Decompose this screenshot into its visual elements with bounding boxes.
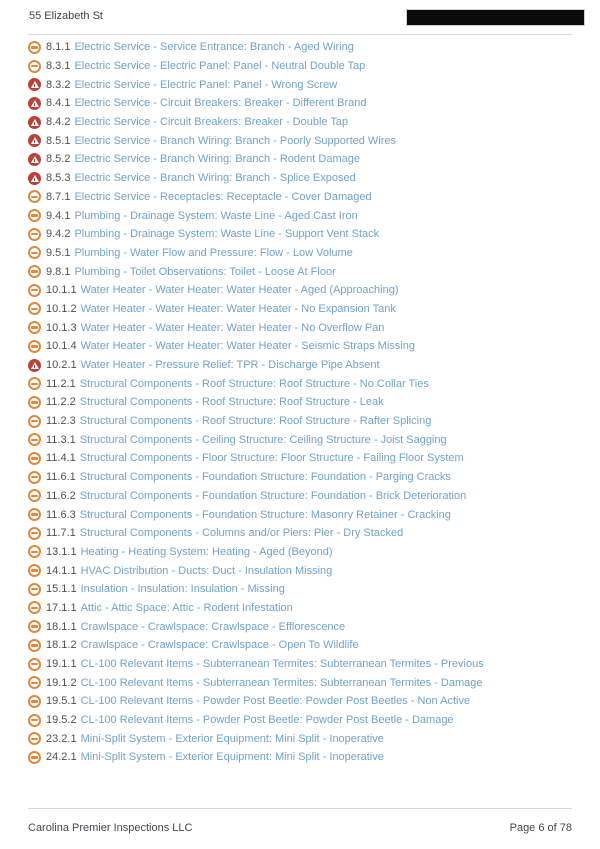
defect-link[interactable]: Structural Components - Foundation Structure: Masonry Retainer - Cracking bbox=[79, 508, 451, 521]
page-header bbox=[0, 0, 600, 34]
minus-circle-icon bbox=[28, 321, 41, 334]
defect-row bbox=[28, 430, 572, 449]
defect-id: 8.3.2 bbox=[46, 78, 71, 91]
defect-row bbox=[28, 673, 572, 692]
defect-row bbox=[28, 505, 572, 524]
minus-circle-icon bbox=[28, 695, 41, 708]
defect-row bbox=[28, 692, 572, 711]
defect-id: 18.1.1 bbox=[46, 620, 77, 633]
defect-id: 19.1.1 bbox=[46, 658, 77, 671]
minus-circle-icon bbox=[28, 284, 41, 297]
defect-link[interactable]: Crawlspace - Crawlspace: Crawlspace - Efflorescence bbox=[80, 620, 346, 633]
defect-row bbox=[28, 449, 572, 468]
minus-circle-icon bbox=[28, 583, 41, 596]
minus-circle-icon bbox=[28, 489, 41, 502]
defect-row bbox=[28, 337, 572, 356]
minus-circle-icon bbox=[28, 471, 41, 484]
property-address: 55 Elizabeth St bbox=[29, 10, 103, 22]
defect-row bbox=[28, 75, 572, 94]
defect-id: 11.2.2 bbox=[46, 396, 76, 409]
defect-row bbox=[28, 617, 572, 636]
minus-circle-icon bbox=[28, 658, 41, 671]
defect-link[interactable]: CL-100 Relevant Items - Subterranean Termites: Subterranean Termites - Damage bbox=[80, 676, 483, 689]
defect-id: 8.5.3 bbox=[46, 172, 71, 185]
defect-id: 8.7.1 bbox=[46, 190, 71, 203]
defect-link[interactable]: Electric Service - Branch Wiring: Branch - Poorly Supported Wires bbox=[74, 134, 397, 147]
defect-row bbox=[28, 113, 572, 132]
defect-link[interactable]: Structural Components - Floor Structure: Floor Structure - Failing Floor System bbox=[79, 452, 464, 465]
minus-circle-icon bbox=[28, 246, 41, 259]
page-number: Page 6 of 78 bbox=[509, 822, 572, 834]
defect-row bbox=[28, 412, 572, 431]
defect-link[interactable]: Plumbing - Drainage System: Waste Line - Support Vent Stack bbox=[74, 228, 380, 241]
minus-circle-icon bbox=[28, 452, 41, 465]
defect-link[interactable]: Structural Components - Foundation Structure: Foundation - Parging Cracks bbox=[79, 471, 451, 484]
defect-row bbox=[28, 468, 572, 487]
alert-triangle-icon bbox=[28, 134, 41, 147]
defect-id: 8.5.2 bbox=[46, 153, 71, 166]
defect-id: 8.3.1 bbox=[46, 60, 71, 73]
page-footer bbox=[0, 808, 600, 849]
defect-id: 11.2.1 bbox=[46, 377, 76, 390]
minus-circle-icon bbox=[28, 190, 41, 203]
defect-link[interactable]: HVAC Distribution - Ducts: Duct - Insulation Missing bbox=[80, 564, 333, 577]
defect-row bbox=[28, 188, 572, 207]
defect-link[interactable]: Electric Service - Electric Panel: Panel - Neutral Double Tap bbox=[74, 60, 366, 73]
defect-id: 19.5.2 bbox=[46, 714, 77, 727]
alert-triangle-icon bbox=[28, 97, 41, 110]
defect-row bbox=[28, 300, 572, 319]
defect-link[interactable]: Structural Components - Roof Structure: Roof Structure - Leak bbox=[79, 396, 384, 409]
defect-id: 17.1.1 bbox=[46, 601, 77, 614]
defect-id: 13.1.1 bbox=[46, 545, 77, 558]
defect-link[interactable]: Water Heater - Water Heater: Water Heater - No Overflow Pan bbox=[80, 321, 385, 334]
defect-id: 10.2.1 bbox=[46, 359, 77, 372]
defect-link[interactable]: Crawlspace - Crawlspace: Crawlspace - Open To Wildlife bbox=[80, 639, 359, 652]
minus-circle-icon bbox=[28, 302, 41, 315]
minus-circle-icon bbox=[28, 527, 41, 540]
alert-triangle-icon bbox=[28, 116, 41, 129]
defect-id: 10.1.2 bbox=[46, 302, 77, 315]
minus-circle-icon bbox=[28, 209, 41, 222]
defect-row bbox=[28, 131, 572, 150]
defect-row bbox=[28, 150, 572, 169]
defect-row bbox=[28, 580, 572, 599]
defect-link[interactable]: Electric Service - Branch Wiring: Branch - Rodent Damage bbox=[74, 153, 360, 166]
defect-id: 11.6.1 bbox=[46, 471, 76, 484]
redaction-bar bbox=[406, 9, 585, 26]
defect-id: 11.6.2 bbox=[46, 489, 76, 502]
defect-link[interactable]: Electric Service - Service Entrance: Branch - Aged Wiring bbox=[74, 41, 354, 54]
defect-row bbox=[28, 487, 572, 506]
alert-triangle-icon bbox=[28, 172, 41, 185]
defect-link[interactable]: Structural Components - Foundation Structure: Foundation - Brick Deterioration bbox=[79, 489, 467, 502]
minus-circle-icon bbox=[28, 228, 41, 241]
defect-row bbox=[28, 38, 572, 57]
defect-row bbox=[28, 711, 572, 730]
defect-link[interactable]: CL-100 Relevant Items - Powder Post Beetle: Powder Post Beetle - Damage bbox=[80, 714, 454, 727]
defect-link[interactable]: Attic - Attic Space: Attic - Rodent Infestation bbox=[80, 601, 293, 614]
defect-id: 8.1.1 bbox=[46, 41, 71, 54]
defect-id: 8.4.2 bbox=[46, 116, 71, 129]
defect-id: 9.4.2 bbox=[46, 228, 71, 241]
defect-id: 11.4.1 bbox=[46, 452, 76, 465]
defect-row bbox=[28, 524, 572, 543]
defect-id: 11.6.3 bbox=[46, 508, 76, 521]
defect-id: 10.1.4 bbox=[46, 340, 77, 353]
minus-circle-icon bbox=[28, 732, 41, 745]
defect-row bbox=[28, 599, 572, 618]
defect-row bbox=[28, 655, 572, 674]
defect-link[interactable]: Structural Components - Ceiling Structure: Ceiling Structure - Joist Sagging bbox=[79, 433, 447, 446]
minus-circle-icon bbox=[28, 508, 41, 521]
defect-row bbox=[28, 244, 572, 263]
alert-triangle-icon bbox=[28, 359, 41, 372]
defect-link[interactable]: Mini-Split System - Exterior Equipment: Mini Split - Inoperative bbox=[80, 751, 384, 764]
defect-row bbox=[28, 206, 572, 225]
defect-link[interactable]: Heating - Heating System: Heating - Aged (Beyond) bbox=[80, 545, 333, 558]
defect-row bbox=[28, 281, 572, 300]
defect-id: 8.5.1 bbox=[46, 134, 71, 147]
company-name: Carolina Premier Inspections LLC bbox=[28, 822, 193, 834]
defect-row bbox=[28, 318, 572, 337]
defect-link[interactable]: Mini-Split System - Exterior Equipment: Mini Split - Inoperative bbox=[80, 732, 384, 745]
defect-id: 10.1.1 bbox=[46, 284, 77, 297]
defect-id: 8.4.1 bbox=[46, 97, 71, 110]
defect-id: 18.1.2 bbox=[46, 639, 77, 652]
minus-circle-icon bbox=[28, 564, 41, 577]
minus-circle-icon bbox=[28, 751, 41, 764]
defect-link[interactable]: Electric Service - Electric Panel: Panel - Wrong Screw bbox=[74, 78, 338, 91]
minus-circle-icon bbox=[28, 265, 41, 278]
defect-row bbox=[28, 729, 572, 748]
defect-link[interactable]: Structural Components - Columns and/or Piers: Pier - Dry Stacked bbox=[79, 527, 404, 540]
defect-row bbox=[28, 393, 572, 412]
defect-list bbox=[0, 35, 600, 767]
defect-id: 19.5.1 bbox=[46, 695, 77, 708]
minus-circle-icon bbox=[28, 41, 41, 54]
defect-id: 11.7.1 bbox=[46, 527, 76, 540]
defect-link[interactable]: Plumbing - Water Flow and Pressure: Flow - Low Volume bbox=[74, 246, 353, 259]
defect-row bbox=[28, 94, 572, 113]
minus-circle-icon bbox=[28, 340, 41, 353]
defect-id: 23.2.1 bbox=[46, 732, 77, 745]
defect-row bbox=[28, 543, 572, 562]
defect-link[interactable]: Structural Components - Roof Structure: Roof Structure - Rafter Splicing bbox=[79, 415, 432, 428]
defect-row bbox=[28, 636, 572, 655]
defect-row bbox=[28, 374, 572, 393]
defect-id: 9.5.1 bbox=[46, 246, 71, 259]
minus-circle-icon bbox=[28, 714, 41, 727]
defect-id: 15.1.1 bbox=[46, 583, 77, 596]
defect-id: 11.3.1 bbox=[46, 433, 76, 446]
defect-link[interactable]: Electric Service - Circuit Breakers: Breaker - Different Brand bbox=[74, 97, 367, 110]
defect-link[interactable]: Plumbing - Drainage System: Waste Line - Aged Cast Iron bbox=[74, 209, 358, 222]
defect-id: 24.2.1 bbox=[46, 751, 77, 764]
defect-link[interactable]: Water Heater - Pressure Relief: TPR - Discharge Pipe Absent bbox=[80, 359, 380, 372]
minus-circle-icon bbox=[28, 60, 41, 73]
minus-circle-icon bbox=[28, 639, 41, 652]
defect-link[interactable]: Electric Service - Circuit Breakers: Breaker - Double Tap bbox=[74, 116, 349, 129]
defect-row bbox=[28, 561, 572, 580]
minus-circle-icon bbox=[28, 676, 41, 689]
minus-circle-icon bbox=[28, 620, 41, 633]
defect-id: 14.1.1 bbox=[46, 564, 77, 577]
minus-circle-icon bbox=[28, 601, 41, 614]
defect-link[interactable]: CL-100 Relevant Items - Powder Post Beetle: Powder Post Beetles - Non Active bbox=[80, 695, 471, 708]
defect-link[interactable]: CL-100 Relevant Items - Subterranean Termites: Subterranean Termites - Previous bbox=[80, 658, 484, 671]
defect-link[interactable]: Water Heater - Water Heater: Water Heater - Seismic Straps Missing bbox=[80, 340, 415, 353]
defect-id: 10.1.3 bbox=[46, 321, 77, 334]
defect-id: 9.8.1 bbox=[46, 265, 71, 278]
defect-id: 11.2.3 bbox=[46, 415, 76, 428]
defect-link[interactable]: Structural Components - Roof Structure: Roof Structure - No Collar Ties bbox=[79, 377, 429, 390]
defect-id: 9.4.1 bbox=[46, 209, 71, 222]
defect-link[interactable]: Insulation - Insulation: Insulation - Missing bbox=[80, 583, 285, 596]
defect-row bbox=[28, 356, 572, 375]
minus-circle-icon bbox=[28, 377, 41, 390]
alert-triangle-icon bbox=[28, 153, 41, 166]
defect-row bbox=[28, 57, 572, 76]
minus-circle-icon bbox=[28, 396, 41, 409]
alert-triangle-icon bbox=[28, 78, 41, 91]
defect-id: 19.1.2 bbox=[46, 676, 77, 689]
defect-link[interactable]: Water Heater - Water Heater: Water Heater - Aged (Approaching) bbox=[80, 284, 399, 297]
defect-row bbox=[28, 748, 572, 767]
defect-link[interactable]: Water Heater - Water Heater: Water Heater - No Expansion Tank bbox=[80, 302, 396, 315]
minus-circle-icon bbox=[28, 433, 41, 446]
defect-link[interactable]: Electric Service - Receptacles: Receptacle - Cover Damaged bbox=[74, 190, 372, 203]
defect-row bbox=[28, 225, 572, 244]
minus-circle-icon bbox=[28, 545, 41, 558]
minus-circle-icon bbox=[28, 415, 41, 428]
defect-link[interactable]: Electric Service - Branch Wiring: Branch - Splice Exposed bbox=[74, 172, 356, 185]
defect-row bbox=[28, 169, 572, 188]
defect-row bbox=[28, 262, 572, 281]
defect-link[interactable]: Plumbing - Toilet Observations: Toilet - Loose At Floor bbox=[74, 265, 336, 278]
